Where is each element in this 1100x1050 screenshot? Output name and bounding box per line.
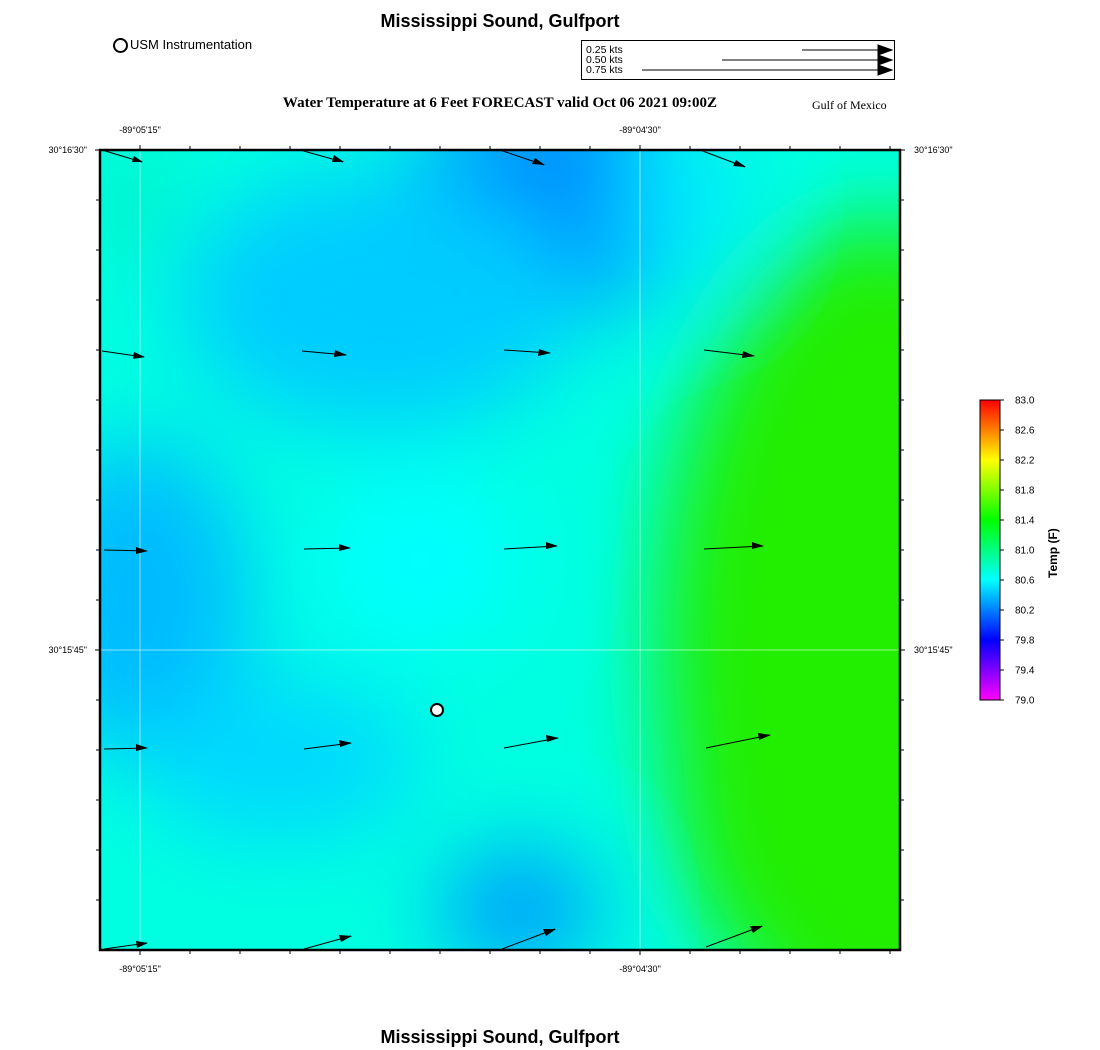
- station-legend-label: USM Instrumentation: [130, 37, 253, 52]
- colorbar-tick-label: 79.4: [1015, 665, 1035, 677]
- colorbar-tick-label: 81.8: [1015, 485, 1035, 497]
- forecast-title: Water Temperature at 6 Feet FORECAST valid Oct 06 2021 09:00Z: [282, 95, 718, 111]
- colorbar-tick-label: 81.4: [1015, 515, 1035, 527]
- lat-label-left: 30°15'45": [48, 645, 87, 655]
- colorbar-tick-label: 82.2: [1015, 455, 1035, 467]
- temperature-field: [30, 90, 1100, 1050]
- colorbar-tick-label: 80.6: [1015, 575, 1035, 587]
- lat-label-right: 30°15'45": [914, 645, 953, 655]
- lat-label-left: 30°16'30": [48, 145, 87, 155]
- vector-scale-label: 0.75 kts: [586, 64, 623, 76]
- lon-label-bottom: -89°05'15": [119, 964, 161, 974]
- temperature-colorbar: [980, 400, 1000, 700]
- usm-station-marker-icon[interactable]: [431, 704, 443, 716]
- colorbar-tick-label: 79.0: [1015, 695, 1035, 707]
- map-footer-title: Mississippi Sound, Gulfport: [380, 1027, 620, 1047]
- vector-scale-label: 0.50 kts: [586, 54, 623, 66]
- colorbar-tick-label: 81.0: [1015, 545, 1035, 557]
- lon-label-top: -89°05'15": [119, 125, 161, 135]
- colorbar-label: Temp (F): [1046, 528, 1060, 578]
- lon-label-bottom: -89°04'30": [619, 964, 661, 974]
- colorbar-tick-label: 83.0: [1015, 395, 1035, 407]
- lon-label-top: -89°04'30": [619, 125, 661, 135]
- colorbar-tick-label: 82.6: [1015, 425, 1035, 437]
- vector-scale-label: 0.25 kts: [586, 44, 623, 56]
- region-label: Gulf of Mexico: [812, 98, 887, 112]
- map-title: Mississippi Sound, Gulfport: [380, 11, 620, 31]
- colorbar-ticks: [1000, 396, 1035, 707]
- colorbar-tick-label: 80.2: [1015, 605, 1035, 617]
- lat-label-right: 30°16'30": [914, 145, 953, 155]
- colorbar-tick-label: 79.8: [1015, 635, 1035, 647]
